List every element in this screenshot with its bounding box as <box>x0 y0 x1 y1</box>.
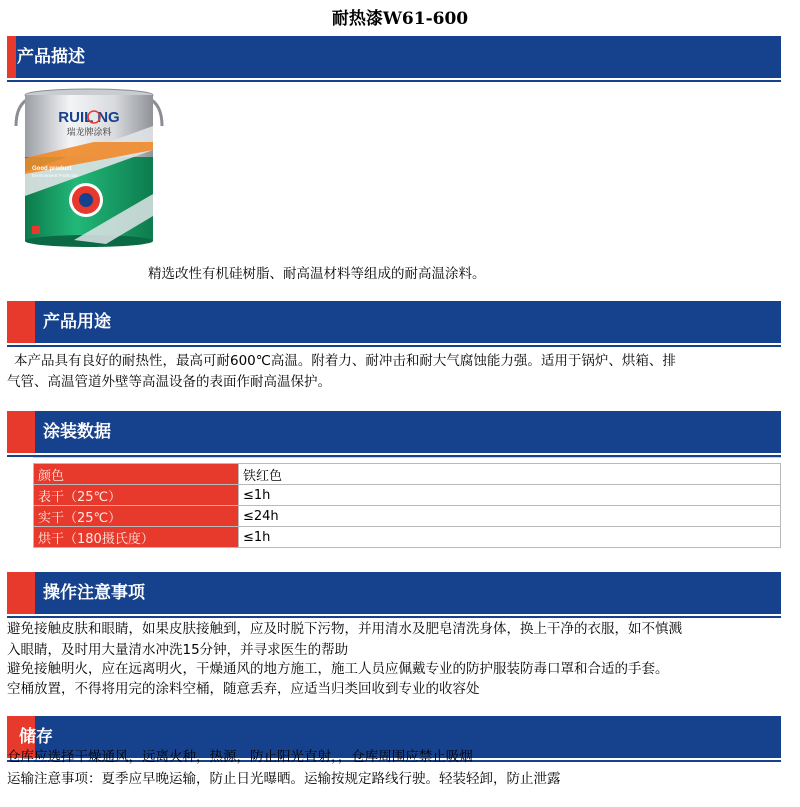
brand-logo-text: RUIL NG <box>58 109 120 126</box>
coating-data-table <box>33 463 781 548</box>
svg-text:瑞龙牌涂料: 瑞龙牌涂料 <box>66 128 112 138</box>
section-title: 操作注意事项 <box>43 583 145 603</box>
table-row <box>34 485 781 506</box>
row-label: 实干（25℃） <box>34 506 239 527</box>
row-label: 烘干（180摄氏度） <box>34 527 239 548</box>
row-value: 铁红色 <box>239 464 781 485</box>
row-value: ≤1h <box>239 485 781 506</box>
accent-stripe <box>7 301 35 343</box>
storage-line-2: 运输注意事项：夏季应早晚运输，防止日光曝晒。运输按规定路线行驶。轻装轻卸，防止泄露 <box>7 771 561 787</box>
section-header-usage <box>7 301 781 343</box>
table-row <box>34 506 781 527</box>
row-value: ≤1h <box>239 527 781 548</box>
section-header-precautions <box>7 572 781 614</box>
section-title: 涂装数据 <box>43 422 111 442</box>
usage-line-2: 气管、高温管道外壁等高温设备的表面作耐高温保护。 <box>7 374 331 390</box>
table-row <box>34 527 781 548</box>
svg-text:Good product: Good product <box>32 166 72 172</box>
row-label: 颜色 <box>34 464 239 485</box>
divider <box>7 80 781 82</box>
accent-stripe <box>7 572 35 614</box>
section-title: 产品描述 <box>17 47 85 67</box>
row-label: 表干（25℃） <box>34 485 239 506</box>
section-title: 储存 <box>19 727 53 747</box>
precaution-line-1: 避免接触皮肤和眼睛，如果皮肤接触到，应及时脱下污物，并用清水及肥皂清洗身体，换上干净的衣服，如不慎溅 <box>7 621 682 637</box>
section-header-description <box>7 36 781 78</box>
divider <box>33 457 781 458</box>
table-row <box>34 464 781 485</box>
row-value: ≤24h <box>239 506 781 527</box>
precaution-line-3: 避免接触明火，应在远离明火，干燥通风的地方施工，施工人员应佩戴专业的防护服装防毒口罩和合适的手套。 <box>7 661 669 677</box>
storage-line-1: 仓库应选择干燥通风，远离火种，热源，防止阳光直射，，仓库周围应禁止吸烟 <box>7 749 473 765</box>
usage-line-1: 本产品具有良好的耐热性，最高可耐600℃高温。附着力、耐冲击和耐大气腐蚀能力强。适用于锅炉、烘箱、排 <box>14 353 676 369</box>
precaution-line-4: 空桶放置，不得将用完的涂料空桶，随意丢弃，应适当归类回收到专业的收容处 <box>7 681 480 697</box>
accent-stripe <box>7 36 16 78</box>
product-description: 精选改性有机硅树脂、耐高温材料等组成的耐高温涂料。 <box>148 266 486 282</box>
svg-text:Environment Protection: Environment Protection <box>32 173 79 178</box>
section-header-coating-data <box>7 411 781 453</box>
page-title: 耐热漆W61-600 <box>331 9 469 29</box>
paint-can-image <box>14 86 164 252</box>
accent-stripe <box>7 411 35 453</box>
divider <box>7 345 781 347</box>
section-title: 产品用途 <box>43 312 111 332</box>
precaution-line-2: 入眼睛，及时用大量清水冲洗15分钟，并寻求医生的帮助 <box>7 642 349 658</box>
